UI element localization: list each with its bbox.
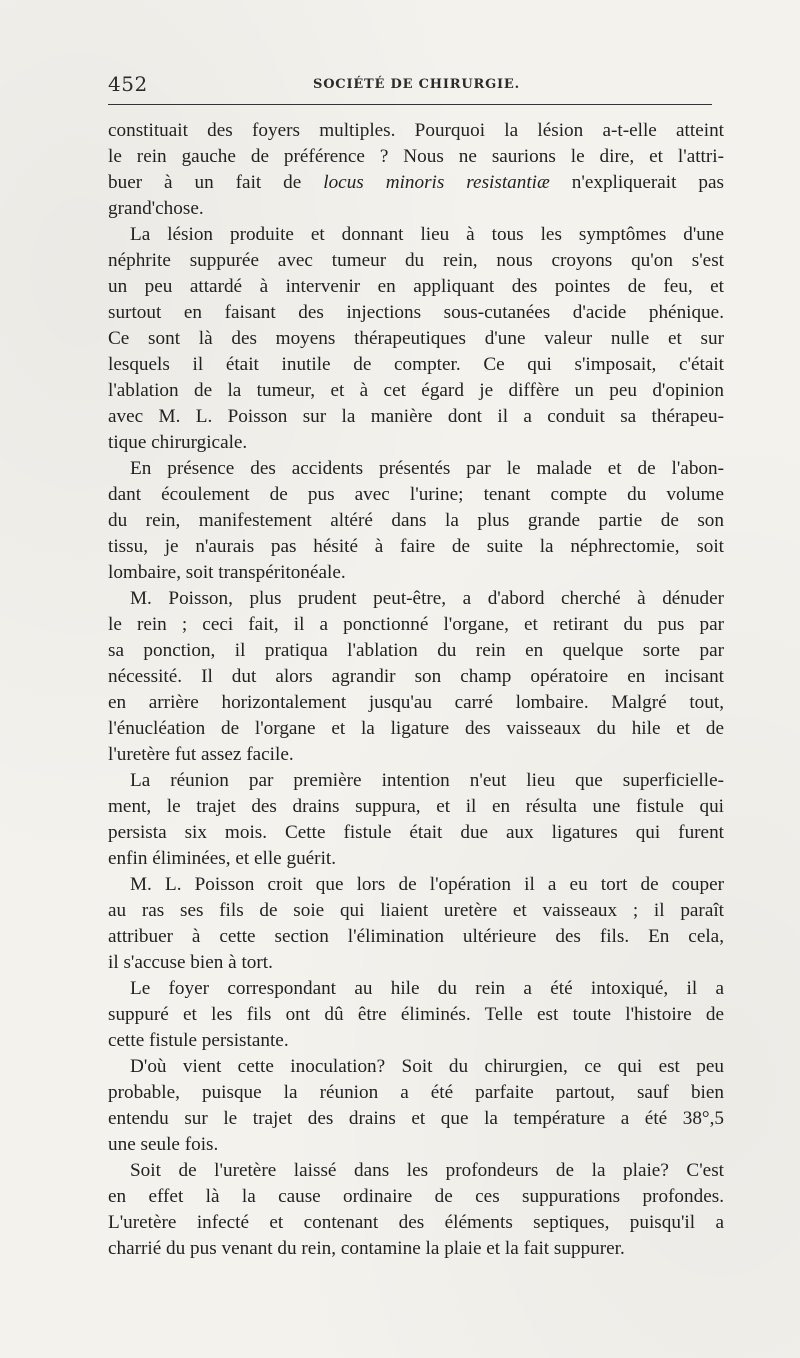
text-line: en effet là la cause ordinaire de ces suppurations profondes. <box>108 1186 724 1207</box>
text-line: M. L. Poisson croit que lors de l'opération il a eu tort de couper <box>130 874 724 895</box>
text-line: La réunion par première intention n'eut lieu que superficielle- <box>130 770 724 791</box>
text-line: le rein ; ceci fait, il a ponctionné l'organe, et retirant du pus par <box>108 614 724 635</box>
text-line: lombaire, soit transpéritonéale. <box>108 562 346 583</box>
text-line: il s'accuse bien à tort. <box>108 952 273 973</box>
text-line: grand'chose. <box>108 198 204 219</box>
text-line: probable, puisque la réunion a été parfaite partout, sauf bien <box>108 1082 724 1103</box>
text-line: tique chirurgicale. <box>108 432 248 453</box>
header-rule <box>108 104 712 105</box>
text-line: le rein gauche de préférence ? Nous ne saurions le dire, et l'attri- <box>108 146 724 167</box>
text-line: L'uretère infecté et contenant des éléments septiques, puisqu'il a <box>108 1212 724 1233</box>
text-line: charrié du pus venant du rein, contamine la plaie et la fait suppurer. <box>108 1238 625 1259</box>
page-number: 452 <box>108 72 148 96</box>
text-line: dant écoulement de pus avec l'urine; tenant compte du volume <box>108 484 724 505</box>
text-line: l'ablation de la tumeur, et à cet égard je diffère un peu d'opinion <box>108 380 724 401</box>
text-line: au ras ses fils de soie qui liaient uretère et vaisseaux ; il paraît <box>108 900 724 921</box>
text-line: ment, le trajet des drains suppura, et il en résulta une fistule qui <box>108 796 724 817</box>
text-line: une seule fois. <box>108 1134 219 1155</box>
text-line: Ce sont là des moyens thérapeutiques d'une valeur nulle et sur <box>108 328 724 349</box>
body-text <box>108 118 724 1262</box>
text-line: l'uretère fut assez facile. <box>108 744 294 765</box>
text-line: en arrière horizontalement jusqu'au carré lombaire. Malgré tout, <box>108 692 724 713</box>
text-line: buer à un fait de locus minoris resistantiæ n'expliquerait pas <box>108 172 725 193</box>
text-line: avec M. L. Poisson sur la manière dont il a conduit sa thérapeu- <box>108 406 724 427</box>
text-line: constituait des foyers multiples. Pourquoi la lésion a-t-elle atteint <box>108 120 724 141</box>
text-line: entendu sur le trajet des drains et que la température a été 38°,5 <box>108 1108 724 1129</box>
text-line: D'où vient cette inoculation? Soit du chirurgien, ce qui est peu <box>130 1056 724 1077</box>
text-line: un peu attardé à intervenir en appliquant des pointes de feu, et <box>108 276 724 297</box>
text-line: En présence des accidents présentés par le malade et de l'abon- <box>130 458 724 479</box>
text-line: lesquels il était inutile de compter. Ce qui s'imposait, c'était <box>108 354 724 375</box>
text-line: cette fistule persistante. <box>108 1030 289 1051</box>
text-line: La lésion produite et donnant lieu à tous les symptômes d'une <box>130 224 724 245</box>
text-line: enfin éliminées, et elle guérit. <box>108 848 337 869</box>
text-line: M. Poisson, plus prudent peut-être, a d'abord cherché à dénuder <box>130 588 724 609</box>
page-header <box>108 72 712 98</box>
text-line: l'énucléation de l'organe et la ligature des vaisseaux du hile et de <box>108 718 724 739</box>
text-line: néphrite suppurée avec tumeur du rein, nous croyons qu'on s'est <box>108 250 724 271</box>
text-line: Soit de l'uretère laissé dans les profondeurs de la plaie? C'est <box>130 1160 724 1181</box>
text-line: du rein, manifestement altéré dans la plus grande partie de son <box>108 510 724 531</box>
text-line: tissu, je n'aurais pas hésité à faire de suite la néphrectomie, soit <box>108 536 724 557</box>
text-line: persista six mois. Cette fistule était due aux ligatures qui furent <box>108 822 724 843</box>
running-head: SOCIÉTÉ DE CHIRURGIE. <box>313 77 520 92</box>
text-line: attribuer à cette section l'élimination ultérieure des fils. En cela, <box>108 926 724 947</box>
text-line: surtout en faisant des injections sous-cutanées d'acide phénique. <box>108 302 724 323</box>
text-line: nécessité. Il dut alors agrandir son champ opératoire en incisant <box>108 666 724 687</box>
text-line: sa ponction, il pratiqua l'ablation du rein en quelque sorte par <box>108 640 724 661</box>
text-line: suppuré et les fils ont dû être éliminés. Telle est toute l'histoire de <box>108 1004 724 1025</box>
text-line: Le foyer correspondant au hile du rein a été intoxiqué, il a <box>130 978 724 999</box>
